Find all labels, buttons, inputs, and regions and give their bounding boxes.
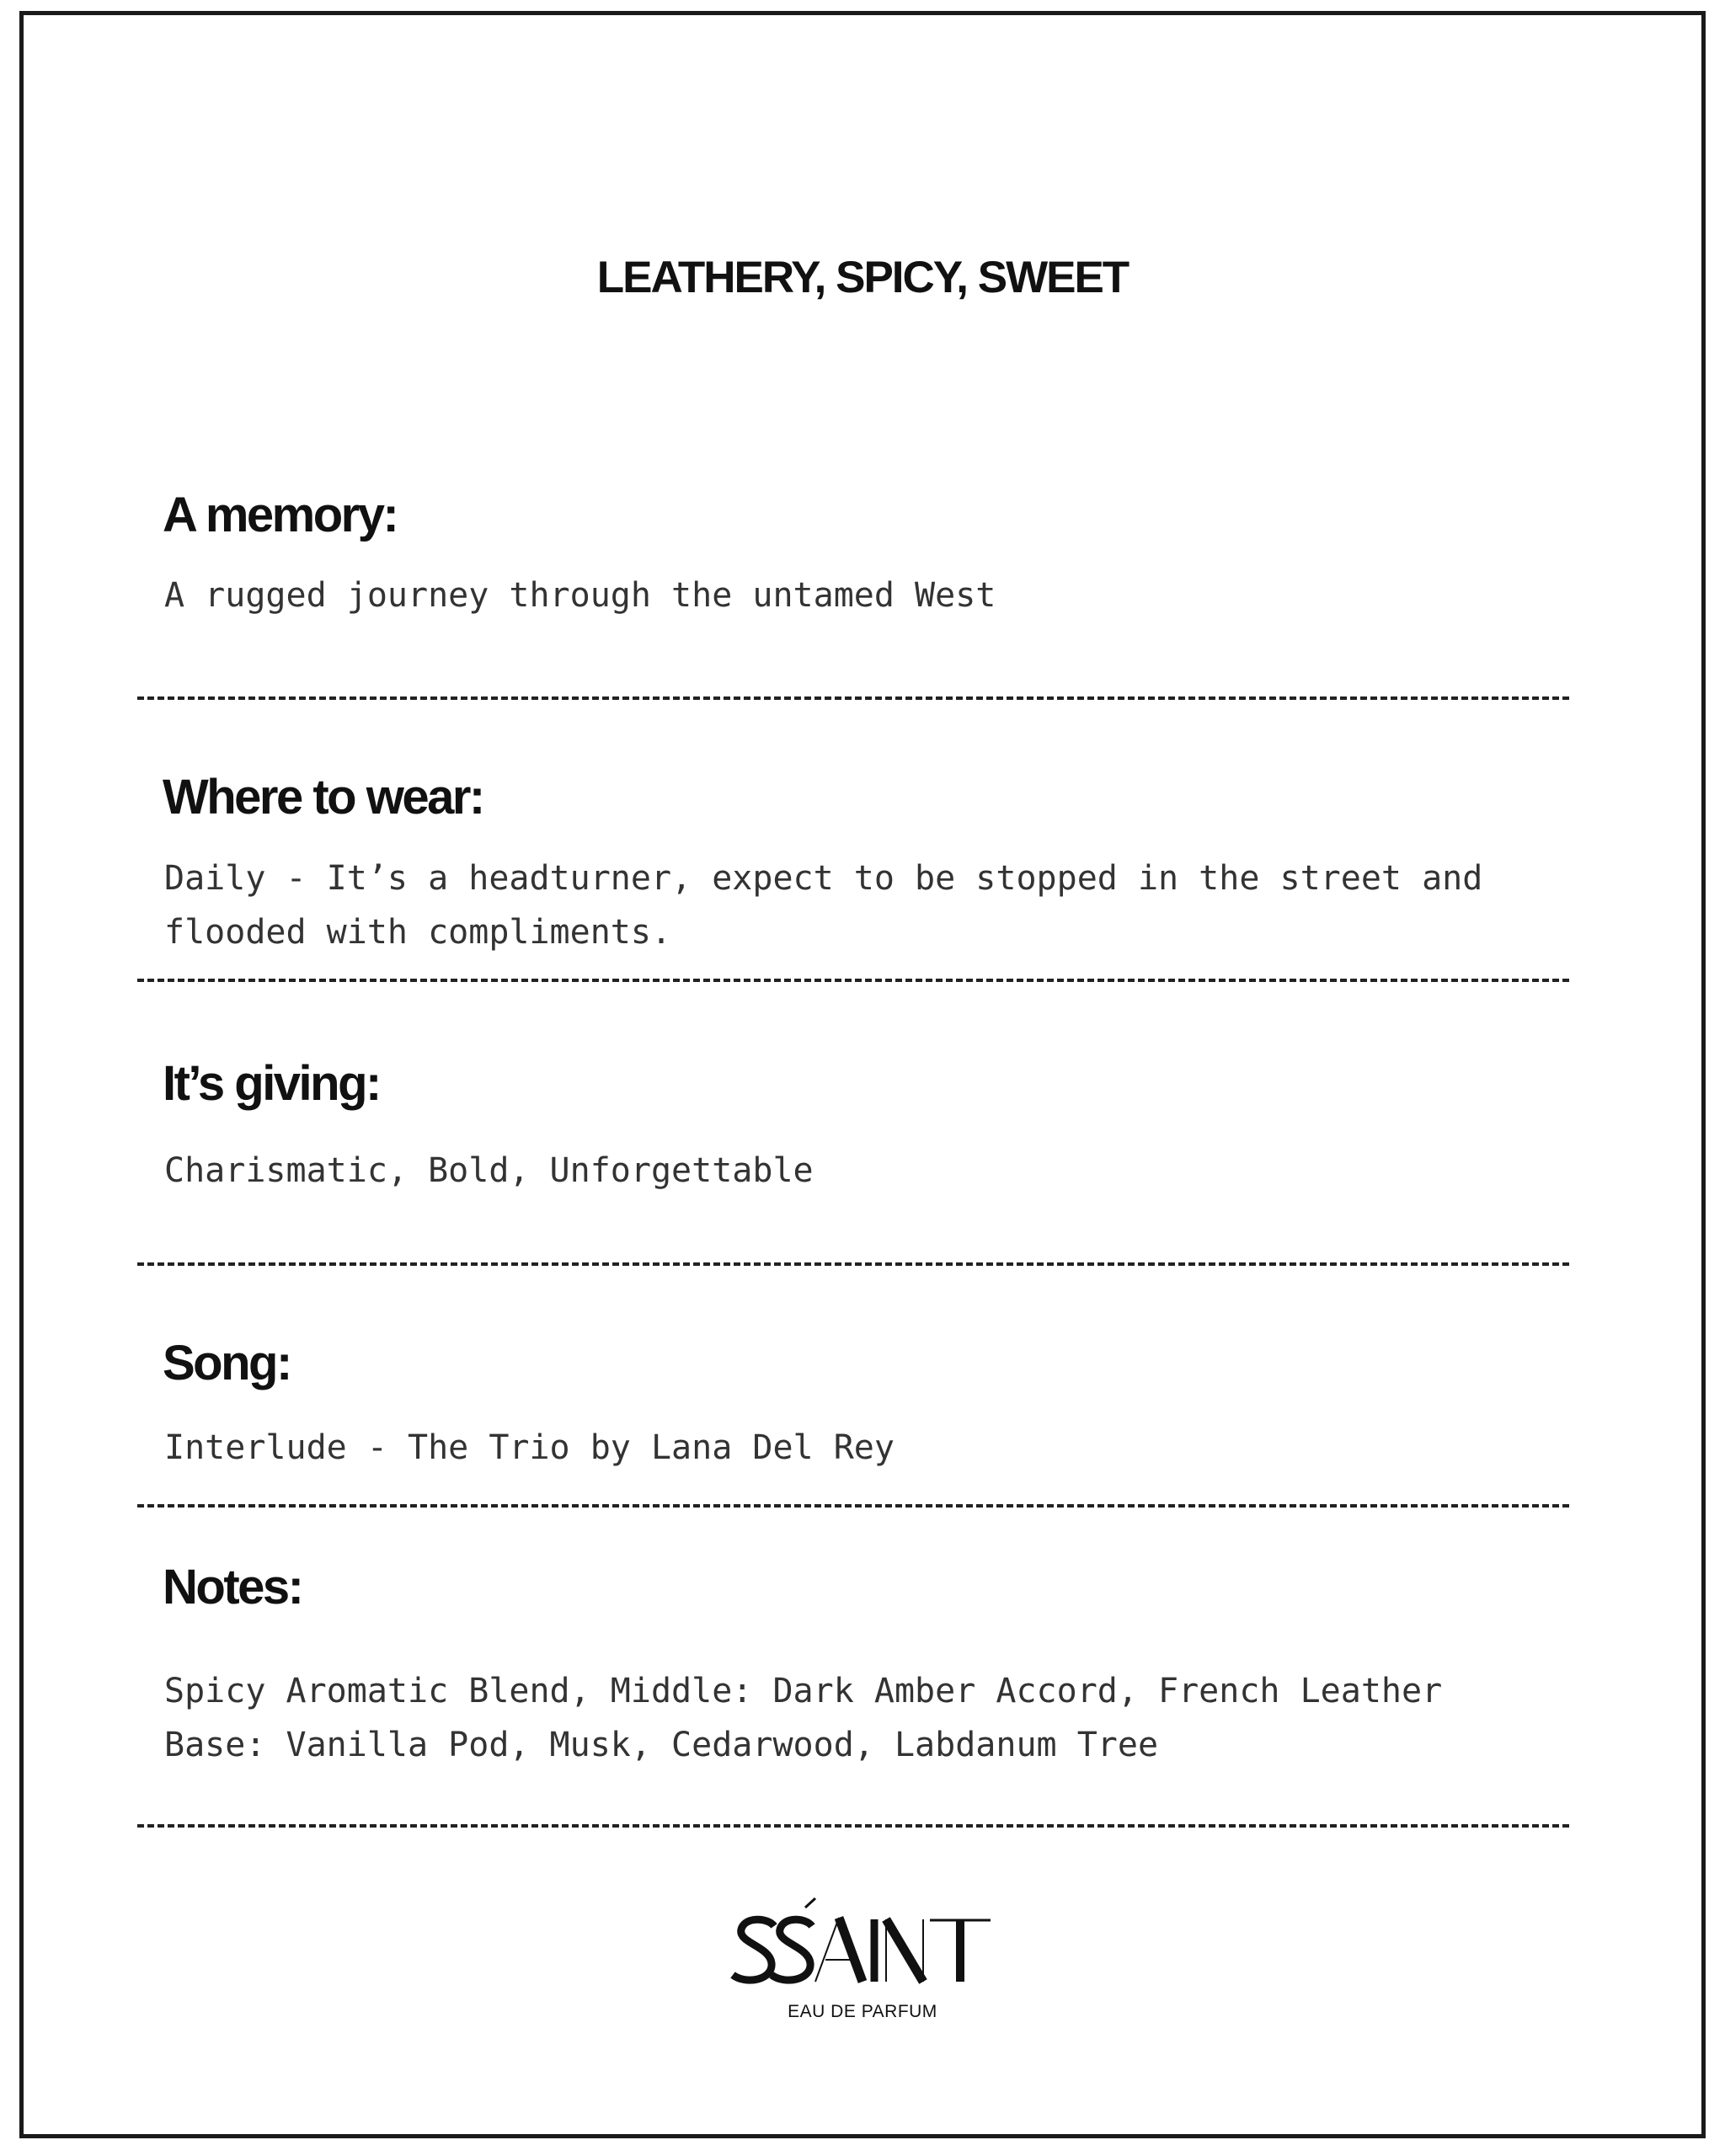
section-text-memory: A rugged journey through the untamed West bbox=[164, 576, 996, 615]
page-title: LEATHERY, SPICY, SWEET bbox=[596, 253, 1129, 302]
section-text-its-giving: Charismatic, Bold, Unforgettable bbox=[164, 1151, 814, 1190]
brand-logo bbox=[24, 1897, 1701, 2020]
section-text-where-to-wear: Daily - It’s a headturner, expect to be stopped in the street and flooded with compliments. bbox=[164, 859, 1483, 952]
dashed-divider bbox=[137, 1824, 1569, 1828]
dashed-divider bbox=[137, 1504, 1569, 1508]
fragrance-card bbox=[19, 11, 1706, 2138]
section-text-notes: Spicy Aromatic Blend, Middle: Dark Amber Accord, French Leather Base: Vanilla Pod, Musk, Cedarwood, Labdanum Tree bbox=[164, 1672, 1443, 1764]
section-heading-its-giving: It’s giving: bbox=[163, 1056, 380, 1111]
section-heading-notes: Notes: bbox=[163, 1560, 302, 1614]
dashed-divider bbox=[137, 1262, 1569, 1266]
brand-subtitle: EAU DE PARFUM bbox=[788, 2002, 937, 2021]
dashed-divider bbox=[137, 979, 1569, 982]
section-heading-song: Song: bbox=[163, 1336, 291, 1390]
section-heading-memory: A memory: bbox=[163, 488, 398, 542]
ssaint-logo-icon bbox=[728, 1897, 997, 1994]
section-text-song: Interlude - The Trio by Lana Del Rey bbox=[164, 1428, 895, 1467]
section-heading-where-to-wear: Where to wear: bbox=[163, 770, 483, 825]
dashed-divider bbox=[137, 696, 1569, 700]
